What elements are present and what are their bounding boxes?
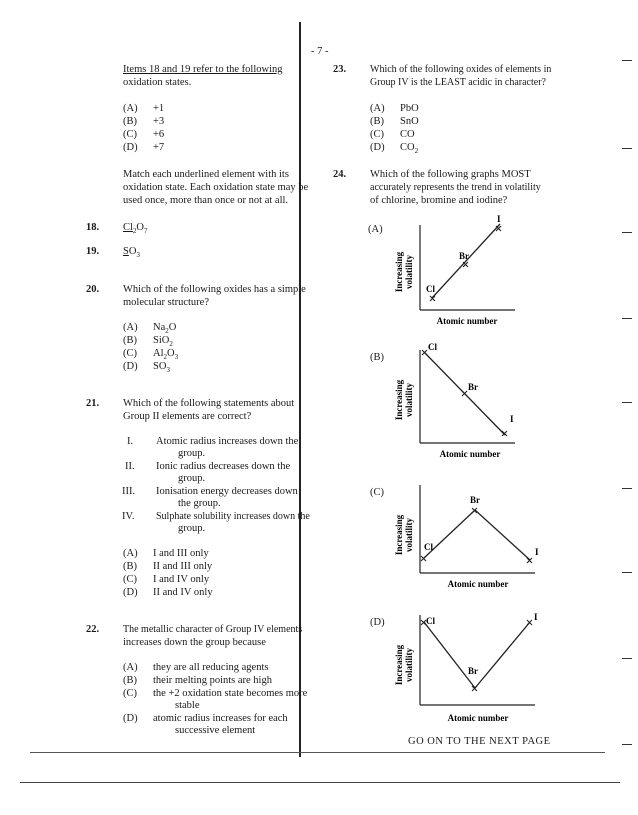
q23-line-1: Which of the following oxides of elements in xyxy=(370,64,552,75)
go-on-footer: GO ON TO THE NEXT PAGE xyxy=(408,736,551,747)
statement-ii-num: II. xyxy=(125,461,135,472)
graph-b-ylabel-2: volatility xyxy=(404,383,414,417)
graph-c-cl: Cl xyxy=(424,542,433,552)
q22-option-d-cont: successive element xyxy=(175,725,256,736)
q23-option-d[interactable]: (D) $CO_2$ xyxy=(370,142,419,156)
statement-iii-num: III. xyxy=(122,486,136,497)
q21-option-c[interactable]: (C) I and IV only xyxy=(123,574,210,585)
q22-option-a[interactable]: (A) they are all reducing agents xyxy=(123,662,269,673)
q21-line-2: Group II elements are correct? xyxy=(123,411,252,422)
q23-line-2: Group IV is the LEAST acidic in character? xyxy=(370,77,546,88)
graph-c-ylabel-1: Increasing xyxy=(394,514,404,556)
statement-i-l1: Atomic radius increases down the xyxy=(156,436,299,447)
q20-option-b[interactable]: (B) SiO$_2$ xyxy=(123,335,173,349)
statement-ii-l2: group. xyxy=(178,473,206,484)
q21-line-1: Which of the following statements about xyxy=(123,398,295,409)
q23-option-a[interactable]: (A) PbO xyxy=(370,103,419,114)
statement-iii-l1: Ionisation energy decreases down xyxy=(156,486,298,497)
graph-d-cl: Cl xyxy=(426,616,435,626)
q23-option-c[interactable]: (C) CO xyxy=(370,129,415,140)
q22-line-1: The metallic character of Group IV elements xyxy=(123,624,303,635)
match-line-2: oxidation state. Each oxidation state may be xyxy=(123,182,309,193)
state-b: (B) +3 xyxy=(123,116,165,127)
q23-number: 23. xyxy=(333,64,347,75)
state-d: (D) +7 xyxy=(123,142,165,153)
graph-d[interactable] xyxy=(394,612,538,723)
q22-number: 22. xyxy=(86,624,100,635)
q24-line-3: of chlorine, bromine and iodine? xyxy=(370,195,508,206)
graph-a-ylabel-1: Increasing xyxy=(394,251,404,293)
graph-a-br: Br xyxy=(459,251,469,261)
q22-option-c[interactable]: (C) the +2 oxidation state becomes more xyxy=(123,688,308,699)
graph-b-br: Br xyxy=(468,382,478,392)
q24-line-1: Which of the following graphs MOST xyxy=(370,169,531,180)
graph-c-i: I xyxy=(535,547,539,557)
q22-line-2: increases down the group because xyxy=(123,637,266,648)
q20-line-2: molecular structure? xyxy=(123,297,209,308)
q21-option-d[interactable]: (D) II and IV only xyxy=(123,587,213,598)
q19-number: 19. xyxy=(86,246,100,257)
graph-a-xlabel: Atomic number xyxy=(436,316,498,326)
statement-iii-l2: the group. xyxy=(178,498,221,509)
page-number: - 7 - xyxy=(311,46,329,57)
graph-b-cl: Cl xyxy=(428,342,437,352)
statement-iv-l2: group. xyxy=(178,523,206,534)
q22-option-d[interactable]: (D) atomic radius increases for each xyxy=(123,713,288,724)
q24-number: 24. xyxy=(333,169,347,180)
q20-line-1: Which of the following oxides has a simple xyxy=(123,284,306,295)
state-c: (C) +6 xyxy=(123,129,165,140)
q19-formula: $SO_3$ xyxy=(123,246,140,260)
graph-d-i: I xyxy=(534,612,538,622)
graph-b-ylabel-1: Increasing xyxy=(394,379,404,421)
graph-b-xlabel: Atomic number xyxy=(439,449,501,459)
graph-b-i: I xyxy=(510,414,514,424)
state-a: (A) +1 xyxy=(123,103,165,114)
statement-iv-l1: Sulphate solubility increases down the xyxy=(156,511,310,522)
graph-d-br: Br xyxy=(468,666,478,676)
q23-option-b[interactable]: (B) SnO xyxy=(370,116,419,127)
graph-a-letter[interactable]: (A) xyxy=(368,224,383,235)
graph-c-ylabel-2: volatility xyxy=(404,518,414,552)
statement-iv-num: IV. xyxy=(122,511,135,522)
q21-option-a[interactable]: (A) I and III only xyxy=(123,548,209,559)
graph-b[interactable] xyxy=(394,342,515,459)
match-line-1: Match each underlined element with its xyxy=(123,169,289,180)
graph-d-ylabel-2: volatility xyxy=(404,648,414,682)
statement-ii-l1: Ionic radius decreases down the xyxy=(156,461,291,472)
graph-d-letter[interactable]: (D) xyxy=(370,617,385,628)
graph-c-letter[interactable]: (C) xyxy=(370,487,384,498)
bottom-rule xyxy=(30,752,605,753)
graph-a-ylabel-2: volatility xyxy=(404,255,414,289)
q20-option-d[interactable]: (D) $SO_3$ xyxy=(123,361,170,375)
statement-i-num: I. xyxy=(127,436,134,447)
q20-number: 20. xyxy=(86,284,100,295)
intro-line-1: Items 18 and 19 refer to the following xyxy=(123,64,283,75)
column-divider xyxy=(299,22,301,757)
graph-a-cl: Cl xyxy=(426,284,435,294)
q21-option-b[interactable]: (B) II and III only xyxy=(123,561,213,572)
q20-option-a[interactable]: (A) $Na_2O$ xyxy=(123,322,177,336)
q21-number: 21. xyxy=(86,398,100,409)
match-line-3: used once, more than once or not at all. xyxy=(123,195,289,206)
graph-d-xlabel: Atomic number xyxy=(447,713,509,723)
q18-number: 18. xyxy=(86,222,100,233)
q20-option-c[interactable]: (C) $Al_2O_3$ xyxy=(123,348,179,362)
graph-c-xlabel: Atomic number xyxy=(447,579,509,589)
graph-d-ylabel-1: Increasing xyxy=(394,644,404,686)
volatility-graphs xyxy=(390,210,560,730)
q24-line-2: accurately represents the trend in volatility xyxy=(370,182,541,193)
graph-c-br: Br xyxy=(470,495,480,505)
q22-option-c-cont: stable xyxy=(175,700,200,711)
intro-line-2: oxidation states. xyxy=(123,77,192,88)
q18-formula: $Cl_2O_7$ xyxy=(123,222,148,236)
q22-option-b[interactable]: (B) their melting points are high xyxy=(123,675,272,686)
graph-c[interactable] xyxy=(394,485,539,589)
graph-a-i: I xyxy=(497,214,501,224)
statement-i-l2: group. xyxy=(178,448,206,459)
graph-b-letter[interactable]: (B) xyxy=(370,352,384,363)
page-bottom-rule xyxy=(20,782,620,783)
